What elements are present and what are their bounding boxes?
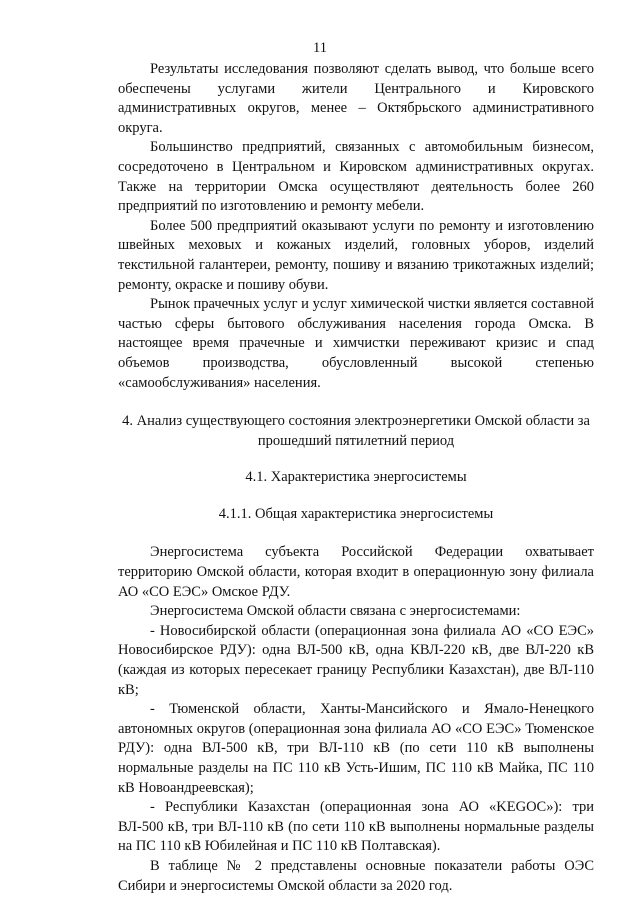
- body-paragraph: В таблице № 2 представлены основные показатели работы ОЭС Сибири и энергосистемы Омской области за 2020 год.: [118, 857, 594, 894]
- page-content: [118, 60, 594, 896]
- intro-paragraph: Более 500 предприятий оказывают услуги по ремонту и изготовлению швейных меховых и кожаных изделий, головных уборов, изделий текстильной галантереи, ремонту, пошиву и вязанию трикотажных изделий; ремонту, окраске и пошиву обуви.: [118, 217, 594, 293]
- section-heading: 4. Анализ существующего состояния электроэнергетики Омской области за прошедший пятилетний период: [122, 413, 590, 449]
- intro-paragraph: Рынок прачечных услуг и услуг химической чистки является составной частью сферы бытового обслуживания населения города Омска. В настоящее время прачечные и химчистки переживают кризис и спад объемов производства, обусловленный высокой степенью «самообслуживания» населения.: [118, 296, 594, 391]
- intro-paragraph: Большинство предприятий, связанных с автомобильным бизнесом, сосредоточено в Центральном и Кировском административных округах. Также на территории Омска осуществляют деятельность более 260 предприятий по изготовлению и ремонту мебели.: [118, 139, 594, 215]
- subsubsection-heading: 4.1.1. Общая характеристика энергосистемы: [218, 505, 494, 522]
- list-item-kazakhstan: - Республики Казахстан (операционная зона АО «KEGOC»): три ВЛ-500 кВ, три ВЛ-110 кВ (по сети 110 кВ выполнены нормальные разделы на ПС 110 кВ Юбилейная и ПС 110 кВ Полтавская).: [118, 799, 594, 855]
- list-item-tyumen: - Тюменской области, Ханты-Мансийского и Ямало-Ненецкого автономных округов (операционная зона филиала АО «СО ЕЭС» Тюменское РДУ): одна ВЛ-500 кВ, три ВЛ-110 кВ (по сети 110 кВ выполнены нормальные разделы на ПС 110 кВ Усть-Ишим, ПС 110 кВ Майка, ПС 110 кВ Новоандреевская);: [118, 701, 594, 796]
- body-paragraph: Энергосистема Омской области связана с энергосистемами:: [150, 603, 521, 620]
- body-paragraph: Энергосистема субъекта Российской Федерации охватывает территорию Омской области, которая входит в операционную зону филиала АО «СО ЕЭС» Омское РДУ.: [118, 544, 594, 600]
- subsection-heading: 4.1. Характеристика энергосистемы: [245, 469, 467, 486]
- intro-paragraph: Результаты исследования позволяют сделать вывод, что больше всего обеспечены услугами жители Центрального и Кировского административных округов, менее – Октябрьского административного округа.: [118, 61, 594, 136]
- list-item-novosibirsk: - Новосибирской области (операционная зона филиала АО «СО ЕЭС» Новосибирское РДУ): одна ВЛ-500 кВ, одна КВЛ-220 кВ, две ВЛ-220 кВ (каждая из которых пересекает границу Республики Казахстан), две ВЛ-110 кВ;: [118, 622, 594, 698]
- page-number: 11: [313, 40, 327, 56]
